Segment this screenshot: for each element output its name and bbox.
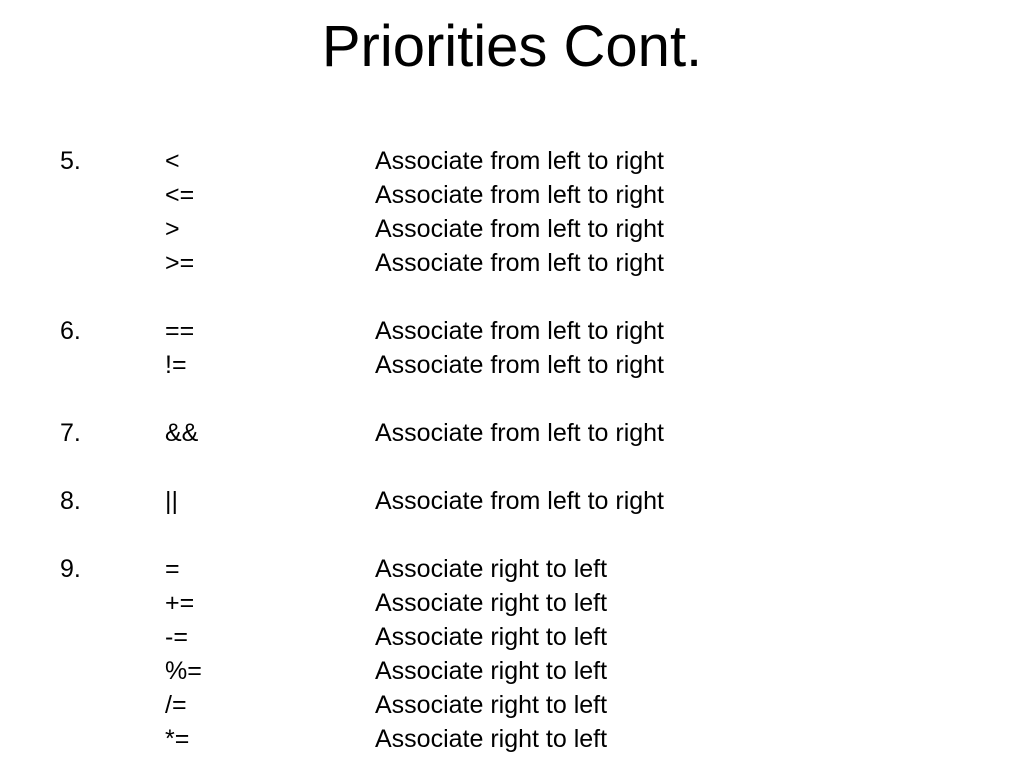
- group-number: 6.: [60, 317, 81, 345]
- list-item: [60, 552, 960, 586]
- associativity: Associate right to left: [375, 555, 608, 583]
- operator: !=: [165, 351, 187, 379]
- associativity: Associate from left to right: [375, 147, 665, 175]
- spacer: [60, 280, 960, 314]
- list-item: [60, 484, 960, 518]
- operator: ==: [165, 317, 195, 345]
- operator: =: [165, 555, 180, 583]
- list-item: [60, 722, 960, 756]
- associativity: Associate right to left: [375, 657, 608, 685]
- priority-list: [60, 144, 960, 756]
- operator: %=: [165, 657, 202, 685]
- list-item: [60, 688, 960, 722]
- associativity: Associate from left to right: [375, 215, 665, 243]
- spacer: [60, 518, 960, 552]
- associativity: Associate from left to right: [375, 487, 665, 515]
- operator: ||: [165, 487, 178, 515]
- list-item: [60, 178, 960, 212]
- list-item: [60, 144, 960, 178]
- list-item: [60, 654, 960, 688]
- list-item: [60, 348, 960, 382]
- associativity: Associate from left to right: [375, 351, 665, 379]
- operator: &&: [165, 419, 199, 447]
- operator: /=: [165, 691, 187, 719]
- list-item: [60, 212, 960, 246]
- associativity: Associate right to left: [375, 691, 608, 719]
- associativity: Associate right to left: [375, 623, 608, 651]
- operator: >=: [165, 249, 195, 277]
- list-item: [60, 416, 960, 450]
- operator: <=: [165, 181, 195, 209]
- associativity: Associate from left to right: [375, 181, 665, 209]
- associativity: Associate right to left: [375, 725, 608, 753]
- operator: +=: [165, 589, 195, 617]
- list-item: [60, 586, 960, 620]
- associativity: Associate right to left: [375, 589, 608, 617]
- operator: <: [165, 147, 180, 175]
- list-item: [60, 246, 960, 280]
- spacer: [60, 450, 960, 484]
- associativity: Associate from left to right: [375, 317, 665, 345]
- associativity: Associate from left to right: [375, 249, 665, 277]
- group-number: 5.: [60, 147, 81, 175]
- group-number: 8.: [60, 487, 81, 515]
- associativity: Associate from left to right: [375, 419, 665, 447]
- spacer: [60, 382, 960, 416]
- group-number: 9.: [60, 555, 81, 583]
- list-item: [60, 620, 960, 654]
- slide-title: Priorities Cont.: [321, 14, 703, 79]
- list-item: [60, 314, 960, 348]
- operator: *=: [165, 725, 190, 753]
- operator: -=: [165, 623, 188, 651]
- operator: >: [165, 215, 180, 243]
- group-number: 7.: [60, 419, 81, 447]
